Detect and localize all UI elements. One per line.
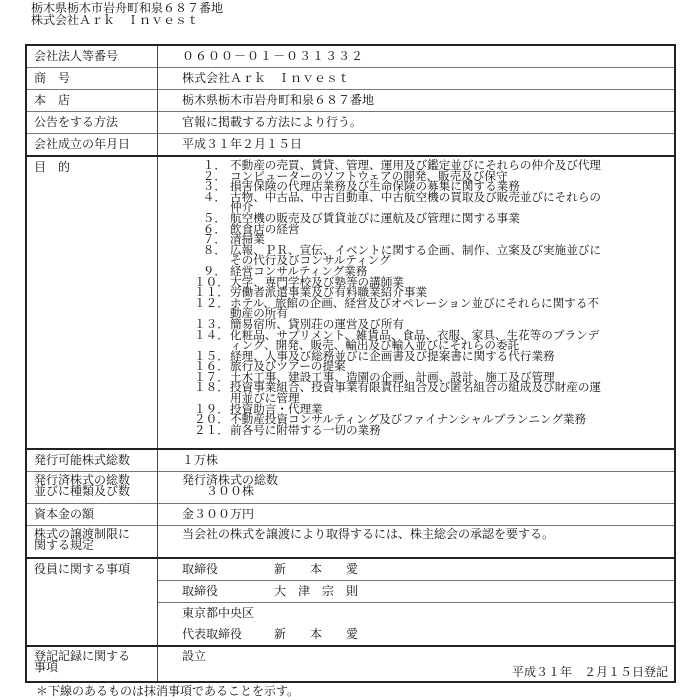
purpose-item: [194, 295, 674, 321]
value-corp-number: ０６００－０１－０３１３３２: [158, 45, 676, 68]
officer-1-name: 新 本 愛: [274, 562, 359, 576]
purpose-item-text: 旅行及びツアーの提案: [230, 359, 346, 374]
row-transfer-restriction: [26, 526, 675, 559]
purpose-item-text: 化粧品、サプリメント、雑貨品、食品、衣服、家具、生花等のブランデ ィング、開発、販売、輸出及び輸入並びにそれらの委託: [230, 327, 600, 353]
row-purpose: [26, 156, 675, 449]
row-notice-method: [26, 112, 675, 134]
label-capital: 資本金の額: [26, 504, 158, 526]
label-officers: 役員に関する事項: [26, 558, 158, 646]
purpose-item-text: 不動産の売買、賃貸、管理、運用及び鑑定並びにそれらの仲介及び代理: [230, 158, 602, 172]
value-authorized-shares: １万株: [158, 449, 676, 472]
purpose-item: [194, 221, 674, 236]
row-head-office: [26, 90, 675, 112]
value-issued-shares: [158, 472, 676, 504]
label-authorized-shares: 発行可能株式総数: [26, 449, 158, 472]
registration-date: 平成３１年 ２月１５日登記: [511, 665, 668, 679]
label-registration-2: 事項: [34, 660, 59, 674]
purpose-item: [194, 422, 674, 437]
purpose-item-number: １６．: [194, 359, 229, 374]
officer-2: [158, 581, 676, 603]
purpose-item-text: 簡易宿所、貸別荘の運営及び所有: [230, 316, 404, 331]
row-capital: [26, 504, 675, 526]
purpose-item-text: 投資助言・代理業: [230, 401, 323, 416]
label-registration-1: 登記記録に関する: [34, 649, 131, 663]
label-notice-method: 公告をする方法: [26, 112, 158, 134]
purpose-list: [158, 156, 676, 449]
label-issued-shares-1: 発行済株式の総数: [34, 473, 131, 487]
purpose-item-text: 航空機の販売及び賃貸並びに運航及び管理に関する事業: [230, 210, 520, 225]
purpose-item-number: １０．: [194, 274, 229, 289]
purpose-item-number: ５．: [202, 210, 226, 225]
purpose-item: [194, 189, 674, 215]
purpose-item-number: ６．: [202, 221, 226, 236]
header-company: 株式会社Ａｒｋ Ｉｎｖｅｓｔ: [31, 13, 200, 27]
purpose-item-number: １２．: [194, 295, 229, 310]
value-established: 平成３１年２月１５日: [158, 134, 676, 157]
purpose-item: [194, 327, 674, 353]
header-address: 栃木県栃木市岩舟町和泉６８７番地: [31, 1, 224, 15]
purpose-item-number: ４．: [202, 189, 226, 204]
purpose-item-number: １．: [202, 158, 226, 172]
officer-3-name: 新 本 愛: [274, 627, 359, 641]
officer-1: [158, 558, 676, 581]
purpose-item-number: １８．: [194, 380, 229, 395]
row-authorized-shares: [26, 449, 675, 472]
purpose-item-number: １７．: [194, 369, 229, 384]
row-trade-name: [26, 68, 675, 90]
value-head-office: 栃木県栃木市岩舟町和泉６８７番地: [158, 90, 676, 112]
purpose-item-text: 前各号に附帯する一切の業務: [230, 422, 381, 437]
officer-3-title: 代表取締役: [182, 627, 243, 641]
purpose-item-number: ８．: [202, 242, 226, 257]
purpose-item-number: １５．: [194, 348, 229, 363]
label-trade-name: 商 号: [26, 68, 158, 90]
purpose-item-text: ホテル、旅館の企画、経営及びオペレーション並びにそれらに関する不 動産の所有: [230, 295, 600, 321]
officer-2-name: 大 津 宗 則: [274, 584, 359, 598]
purpose-item-text: 経営コンサルティング業務: [230, 263, 368, 278]
purpose-item-text: 労働者派遣事業及び有料職業紹介事業: [230, 285, 428, 300]
purpose-item-text: コンピューターのソフトウェアの開発、販売及び保守: [230, 168, 508, 183]
purpose-item-text: 投資事業組合、投資事業有限責任組合及び匿名組合の組成及び財産の運 用並びに管理: [230, 380, 602, 406]
value-issued-shares-1: 発行済株式の総数: [182, 473, 279, 487]
row-registration: [26, 646, 675, 682]
value-issued-shares-2: ３００株: [182, 484, 255, 498]
purpose-item: [194, 242, 674, 268]
document-header: [31, 2, 223, 26]
row-established: [26, 134, 675, 157]
label-issued-shares-2: 並びに種類及び数: [34, 484, 131, 498]
purpose-item-text: 清掃業: [230, 232, 265, 247]
officer-3: [158, 603, 676, 647]
label-established: 会社成立の年月日: [26, 134, 158, 157]
registry-table: [25, 44, 676, 683]
value-transfer-restriction: 当会社の株式を譲渡により取得するには、株主総会の承認を要する。: [158, 526, 676, 559]
purpose-item-text: 大学、専門学校及び塾等の講師業: [230, 274, 404, 289]
purpose-item: [194, 380, 674, 406]
purpose-item-number: ２．: [202, 168, 226, 183]
label-transfer-2: 関する規定: [34, 538, 95, 552]
purpose-item-number: ３．: [202, 179, 226, 194]
row-officer-1: [26, 558, 675, 581]
officer-2-title: 取締役: [182, 584, 219, 598]
purpose-item-text: 不動産投資コンサルティング及びファイナンシャルプランニング業務: [230, 412, 587, 427]
purpose-item-text: 経理、人事及び総務並びに企画書及び提案書に関する代行業務: [230, 348, 555, 363]
row-corp-number: [26, 45, 675, 68]
label-transfer-1: 株式の譲渡制限に: [34, 527, 131, 541]
purpose-item-number: ９．: [202, 263, 226, 278]
officer-3-city: 東京都中央区: [182, 606, 255, 620]
officer-1-title: 取締役: [182, 562, 219, 576]
purpose-item-text: 損害保険の代理店業務及び生命保険の募集に関する業務: [230, 179, 520, 194]
label-registration: [26, 646, 158, 682]
value-trade-name: 株式会社Ａｒｋ Ｉｎｖｅｓｔ: [158, 68, 676, 90]
footnote: ＊下線のあるものは抹消事項であることを示す。: [36, 684, 300, 698]
row-issued-shares: [26, 472, 675, 504]
purpose-item-number: ７．: [202, 232, 226, 247]
value-registration: [158, 646, 676, 682]
purpose-item-text: 飲食店の経営: [230, 221, 300, 236]
purpose-item-number: １４．: [194, 327, 229, 342]
purpose-item-number: １１．: [194, 285, 229, 300]
label-head-office: 本 店: [26, 90, 158, 112]
purpose-item-text: 古物、中古品、中古自動車、中古航空機の買取及び販売並びにそれらの 仲介: [230, 189, 602, 215]
label-issued-shares: [26, 472, 158, 504]
value-notice-method: 官報に掲載する方法により行う。: [158, 112, 676, 134]
label-transfer-restriction: [26, 526, 158, 559]
purpose-item-number: ２１．: [194, 422, 229, 437]
purpose-item-number: １９．: [194, 401, 229, 416]
registration-type: 設立: [182, 649, 207, 663]
purpose-item-number: ２０．: [194, 412, 229, 427]
label-purpose: 目 的: [26, 156, 158, 449]
purpose-item-text: 土木工事、建設工事、造園の企画、計画、設計、施工及び管理: [230, 369, 555, 384]
purpose-item-number: １３．: [194, 316, 229, 331]
label-corp-number: 会社法人等番号: [26, 45, 158, 68]
value-capital: 金３００万円: [158, 504, 676, 526]
purpose-item-text: 広報、ＰＲ、宣伝、イベントに関する企画、制作、立案及び実施並びに その代行及びコンサルティング: [230, 242, 602, 268]
